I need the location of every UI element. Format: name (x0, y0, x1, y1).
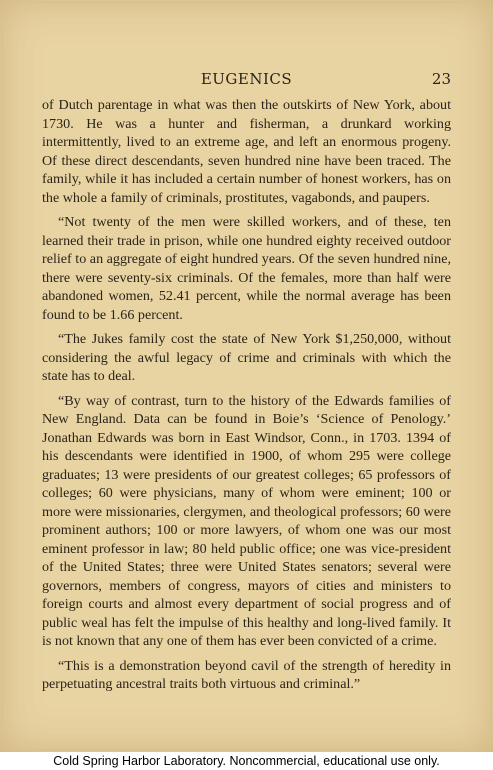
paragraph-conclusion: “This is a demonstration beyond cavil of the strength of heredity in perpetuating ancestral traits both virtuous and criminal.” (42, 657, 451, 692)
archive-credit-footer: Cold Spring Harbor Laboratory. Noncommercial, educational use only. (0, 752, 493, 770)
running-title: EUGENICS (200, 70, 293, 88)
paragraph-edwards-family: “By way of contrast, turn to the history of the Edwards families of New England. Data can be found in Boie’s ‘Science of Penology.’ Jonathan Edwards was born in East Windsor, Conn., in 1703. 1394 of his descendants were identified in 1900, of whom 295 were college graduates; 13 were presidents of our greatest colleges; 65 professors of colleges; 60 were physicians, many of whom were eminent; 100 or more were missionaries, clergymen, and theological professors; 60 were prominent authors; 100 or more lawyers, of whom one was our most eminent professor in law; 80 held public office; one was vice-president of the United States; three were United States senators; several were governors, members of congress, mayors of cities and ministers to foreign courts and almost every department of social progress and of public weal has felt the impulse of this healthy and long-lived family. It is not known that any one of them has ever been convicted of a crime. (42, 392, 451, 649)
page-number: 23 (431, 70, 451, 88)
paragraph-jukes-cost: “The Jukes family cost the state of New York $1,250,000, without considering the awful legacy of crime and criminals with which the state has to deal. (42, 331, 451, 384)
paragraph-continuation: of Dutch parentage in what was then the outskirts of New York, about 1730. He was a hunter and fisherman, a drunkard working intermittently, lived to an extreme age, and left an enormous progeny. Of these direct descendants, seven hundred nine have been traced. The family, while it has included a certain number of honest workers, has on the whole a family of criminals, prostitutes, vagabonds, and paupers. (42, 97, 451, 206)
body-text (42, 96, 451, 700)
page-header (42, 70, 451, 90)
paragraph-skilled-workers: “Not twenty of the men were skilled workers, and of these, ten learned their trade in prison, while one hundred eighty received outdoor relief to an aggregate of eight hundred years. Of the seven hundred nine, there were seventy-six criminals. Of the females, more than half were abandoned women, 52.41 percent, while the normal average has been found to be 1.66 percent. (42, 214, 451, 323)
